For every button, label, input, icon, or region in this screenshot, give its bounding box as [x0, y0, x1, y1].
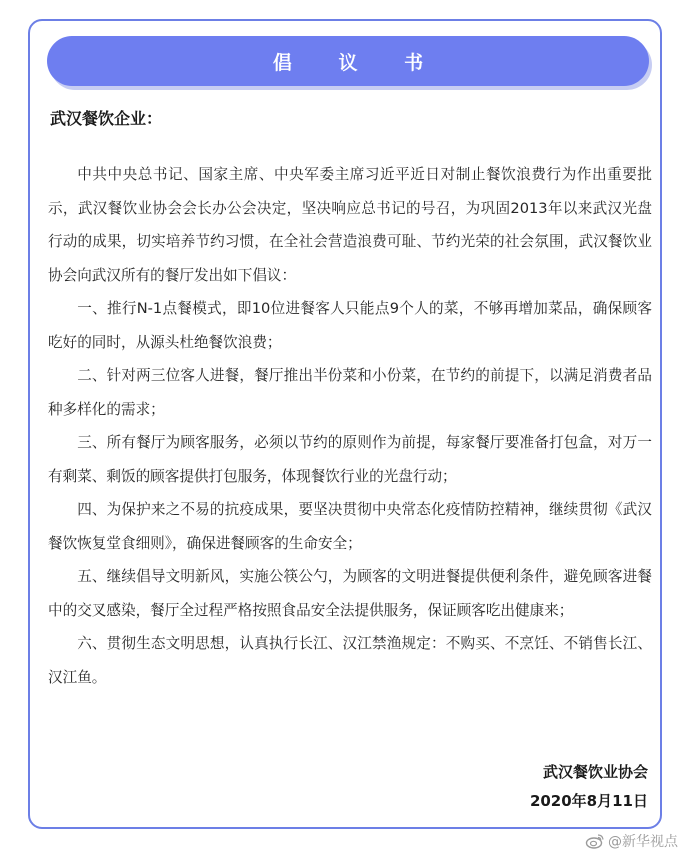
watermark-text: @新华视点 — [608, 834, 678, 850]
title-banner — [47, 36, 649, 86]
watermark — [585, 831, 678, 851]
weibo-icon — [585, 833, 605, 849]
paragraph-item-6: 六、贯彻生态文明思想，认真执行长江、汉江禁渔规定：不购买、不烹饪、不销售长江、汉江鱼。 — [48, 635, 652, 686]
signature-organization: 武汉餐饮业协会 — [542, 763, 648, 781]
signature-block — [530, 758, 648, 816]
paragraph-item-1: 一、推行N-1点餐模式，即10位进餐客人只能点9个人的菜，不够再增加菜品，确保顾客吃好的同时，从源头杜绝餐饮浪费； — [48, 300, 652, 351]
document-body — [48, 158, 652, 694]
recipient-salutation: 武汉餐饮企业： — [50, 109, 163, 128]
paragraph-item-5: 五、继续倡导文明新风，实施公筷公勺，为顾客的文明进餐提供便利条件，避免顾客进餐中的交叉感染，餐厅全过程严格按照食品安全法提供服务，保证顾客吃出健康来； — [48, 568, 652, 619]
paragraph-item-3: 三、所有餐厅为顾客服务，必须以节约的原则作为前提，每家餐厅要准备打包盒，对万一有剩菜、剩饭的顾客提供打包服务，体现餐饮行业的光盘行动； — [48, 434, 652, 485]
paragraph-intro: 中共中央总书记、国家主席、中央军委主席习近平近日对制止餐饮浪费行为作出重要批示，武汉餐饮业协会会长办公会决定，坚决响应总书记的号召，为巩固2013年以来武汉光盘行动的成果，切实培养节约习惯，在全社会营造浪费可耻、节约光荣的社会氛围，武汉餐饮业协会向武汉所有的餐厅发出如下倡议： — [48, 166, 652, 284]
document-title: 倡 议 书 — [272, 51, 444, 74]
paragraph-item-4: 四、为保护来之不易的抗疫成果，要坚决贯彻中央常态化疫情防控精神，继续贯彻《武汉餐饮恢复堂食细则》，确保进餐顾客的生命安全； — [48, 501, 652, 552]
paragraph-item-2: 二、针对两三位客人进餐，餐厅推出半份菜和小份菜，在节约的前提下，以满足消费者品种多样化的需求； — [48, 367, 652, 418]
signature-date: 2020年8月11日 — [529, 792, 648, 810]
